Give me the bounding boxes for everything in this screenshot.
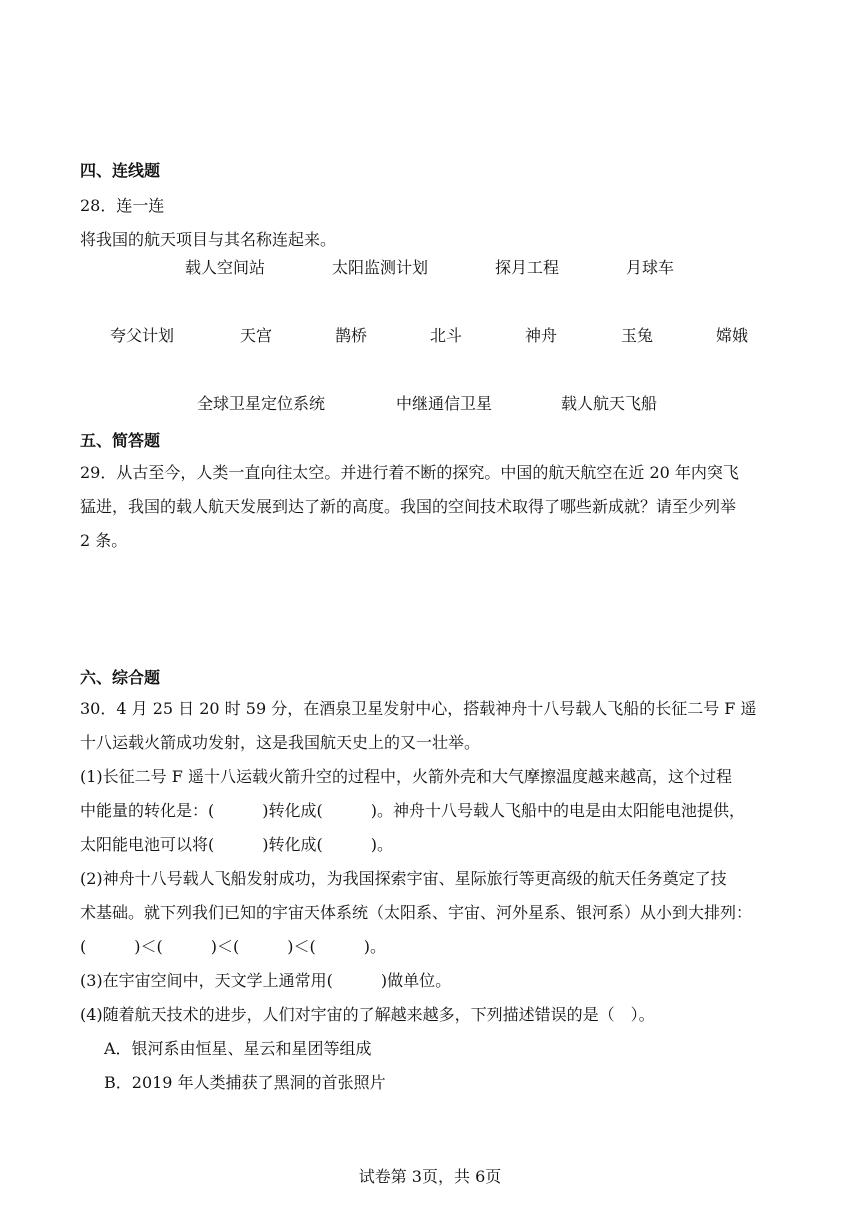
question-30-line: (3)在宇宙空间中，天文学上通常用( )做单位。 [80,971,452,990]
matching-item: 玉兔 [621,326,654,345]
section-heading-matching: 四、连线题 [80,161,161,180]
question-28-title: 28．连一连 [80,196,165,215]
matching-item: 天宫 [240,326,273,345]
question-29-line: 2 条。 [80,531,128,550]
question-29-line: 猛进，我国的载人航天发展到达了新的高度。我国的空间技术取得了哪些新成就？请至少列举 [80,497,737,516]
matching-item: 中继通信卫星 [396,394,493,413]
matching-item: 神舟 [525,326,558,345]
question-30-line: 30．4 月 25 日 20 时 59 分，在酒泉卫星发射中心，搭载神舟十八号载人飞船的长征二号 F 遥 [80,699,757,718]
matching-item: 载人航天飞船 [561,394,658,413]
matching-item: 载人空间站 [185,258,266,277]
option-b: B．2019 年人类捕获了黑洞的首张照片 [104,1073,386,1092]
section-heading-comprehensive: 六、综合题 [80,668,161,687]
matching-item: 嫦娥 [716,326,749,345]
question-30-line: 太阳能电池可以将( )转化成( )。 [80,835,393,854]
matching-item: 月球车 [626,258,675,277]
question-30-line: 十八运载火箭成功发射，这是我国航天史上的又一壮举。 [80,733,481,752]
matching-item: 夸父计划 [110,326,175,345]
question-28-instruction: 将我国的航天项目与其名称连起来。 [80,230,337,249]
page-footer: 试卷第 3页，共 6页 [358,1167,502,1186]
question-30-line: ( )＜( )＜( )＜( )。 [80,937,386,956]
question-30-line: 中能量的转化是：( )转化成( )。神舟十八号载人飞船中的电是由太阳能电池提供， [80,801,745,820]
matching-item: 全球卫星定位系统 [197,394,326,413]
option-a: A．银河系由恒星、星云和星团等组成 [104,1039,372,1058]
matching-item: 鹊桥 [335,326,368,345]
matching-item: 北斗 [430,326,463,345]
section-heading-short-answer: 五、简答题 [80,431,161,450]
question-30-line: (2)神舟十八号载人飞船发射成功，为我国探索宇宙、星际旅行等更高级的航天任务奠定了技 [80,869,727,888]
question-30-line: (4)随着航天技术的进步，人们对宇宙的了解越来越多，下列描述错误的是（ ）。 [80,1005,655,1024]
question-30-line: 术基础。就下列我们已知的宇宙天体系统（太阳系、宇宙、河外星系、银河系）从小到大排列： [80,903,753,922]
question-29-line: 29．从古至今，人类一直向往太空。并进行着不断的探究。中国的航天航空在近 20 年内突飞 [80,463,739,482]
matching-item: 太阳监测计划 [332,258,429,277]
matching-item: 探月工程 [495,258,560,277]
question-30-line: (1)长征二号 F 遥十八运载火箭升空的过程中，火箭外壳和大气摩擦温度越来越高，这个过程 [80,767,732,786]
